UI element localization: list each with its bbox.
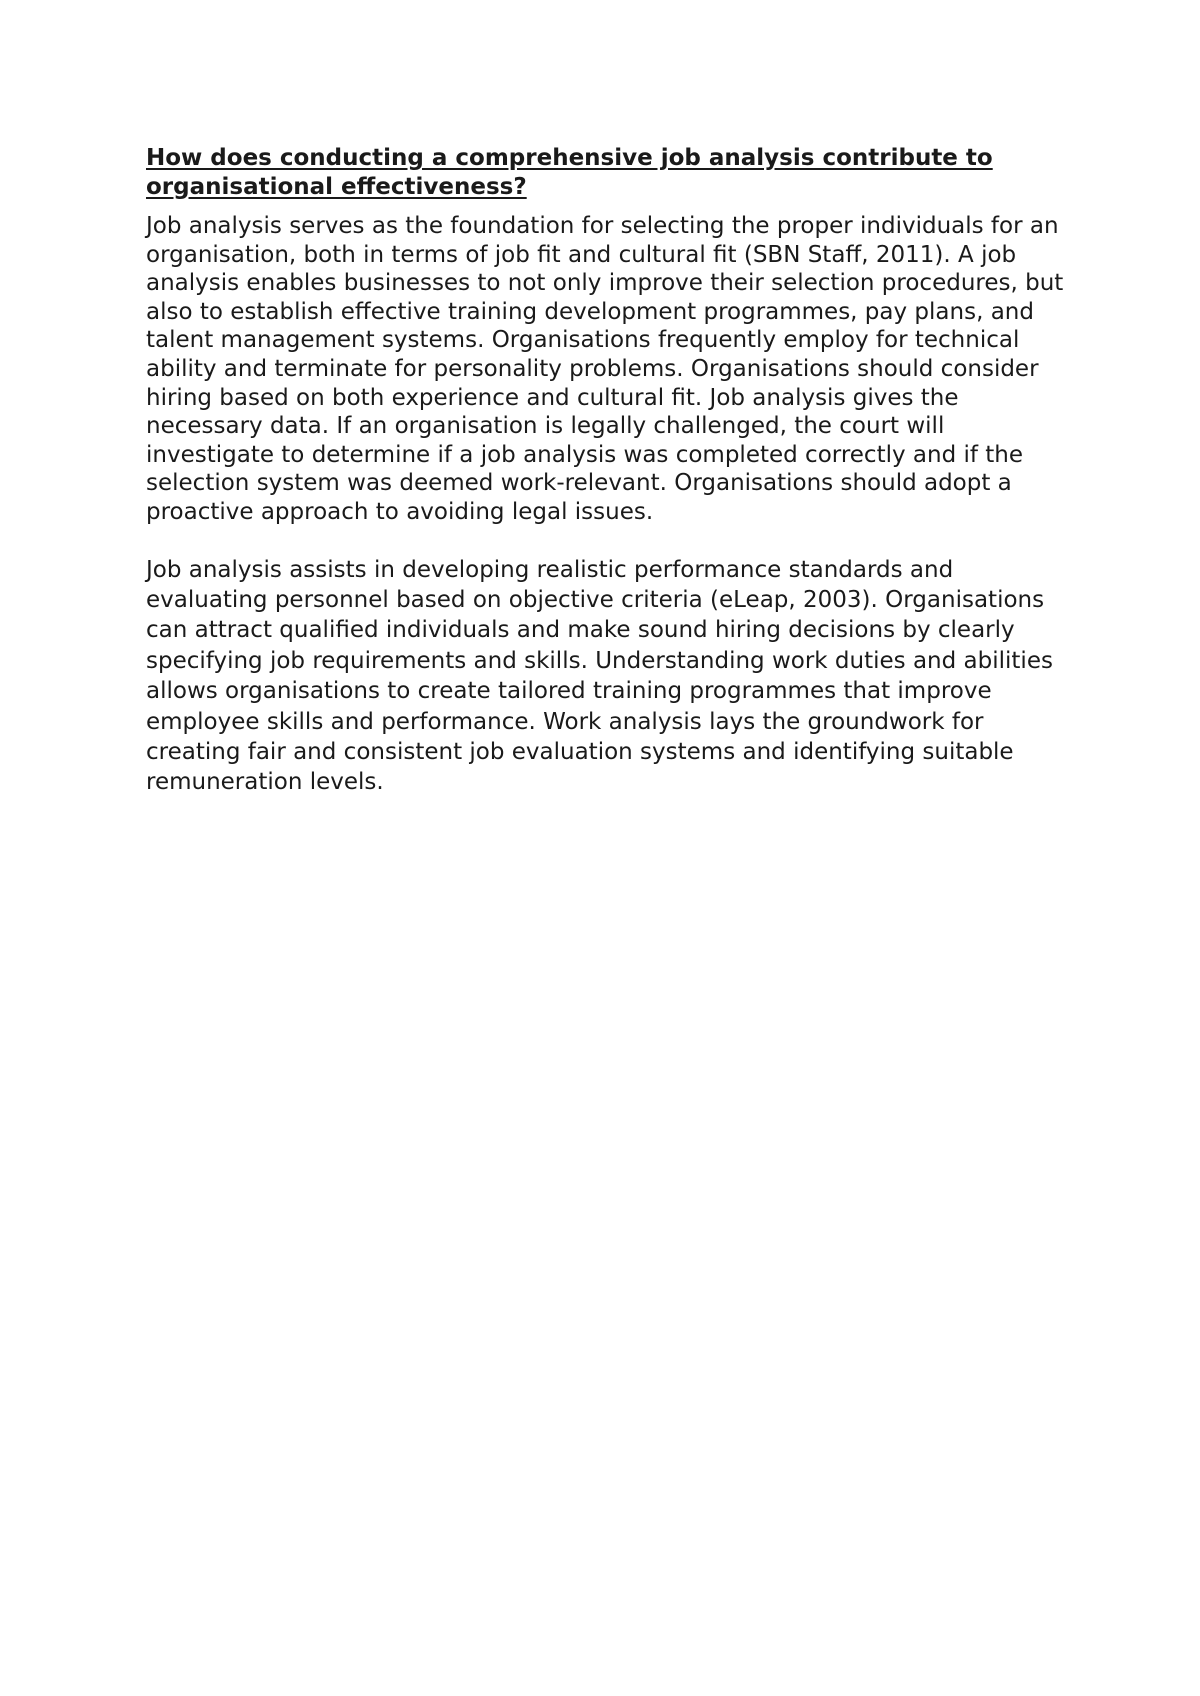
document-heading: How does conducting a comprehensive job analysis contribute to organisational effectiveness? <box>146 145 993 200</box>
paragraph-2: Job analysis assists in developing realistic performance standards and evaluating personnel based on objective criteria (eLeap, 2003). Organisations can attract qualified individuals and make sound hiring decisions by clearly specifying job requirements and skills. Understanding work duties and abilities allows organisations to create tailored training programmes that improve employee skills and performance. Work analysis lays the groundwork for creating fair and consistent job evaluation systems and identifying suitable remuneration levels. <box>146 556 1053 796</box>
paragraph-1: Job analysis serves as the foundation for selecting the proper individuals for an organisation, both in terms of job fit and cultural fit (SBN Staff, 2011). A job analysis enables businesses to not only improve their selection procedures, but also to establish effective training development programmes, pay plans, and talent management systems. Organisations frequently employ for technical ability and terminate for personality problems. Organisations should consider hiring based on both experience and cultural fit. Job analysis gives the necessary data. If an organisation is legally challenged, the court will investigate to determine if a job analysis was completed correctly and if the selection system was deemed work-relevant. Organisations should adopt a proactive approach to avoiding legal issues. <box>146 213 1064 525</box>
document-body <box>146 144 1066 798</box>
